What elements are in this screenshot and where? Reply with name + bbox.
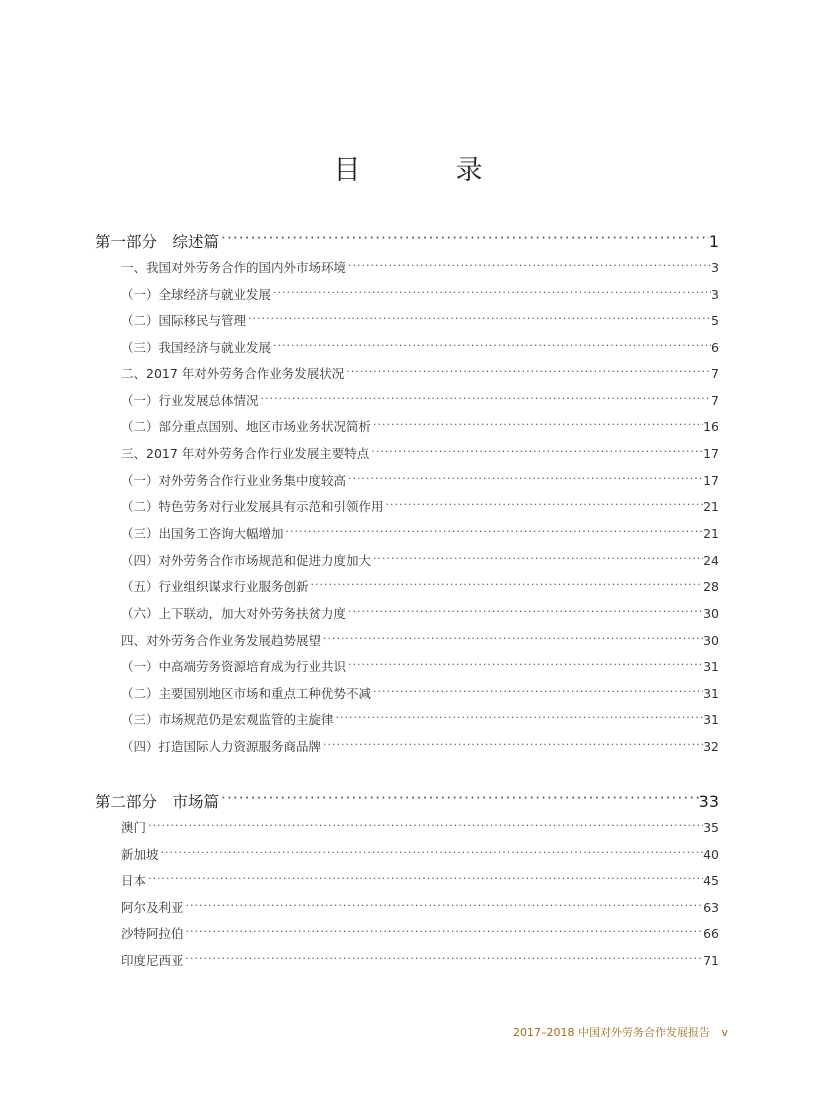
toc-entry[interactable] [121, 524, 719, 542]
leader-dots [184, 900, 704, 913]
toc-page-number: 63 [703, 900, 719, 915]
leader-dots [219, 232, 709, 248]
toc-entry-label: 澳门 [121, 820, 147, 835]
leader-dots [159, 847, 704, 860]
leader-dots [369, 446, 703, 459]
toc-entry-label: 一、我国对外劳务合作的国内外市场环境 [121, 260, 347, 275]
toc-part-label: 第二部分 市场篇 [95, 793, 220, 811]
leader-dots [371, 686, 703, 699]
toc-page-number: 31 [703, 659, 719, 674]
toc-part-label: 第一部分 综述篇 [95, 233, 220, 251]
toc-entry[interactable] [121, 951, 719, 969]
toc-entry[interactable] [121, 818, 719, 836]
toc-page-number: 32 [703, 739, 719, 754]
toc-page-number: 30 [703, 633, 719, 648]
toc-entry[interactable] [121, 631, 719, 649]
toc-page-number: 35 [703, 820, 719, 835]
toc-entry-label: 三、2017 年对外劳务合作行业发展主要特点 [121, 446, 370, 461]
toc-entry[interactable] [121, 391, 719, 409]
leader-dots [271, 287, 711, 300]
toc-entry-label: （二）部分重点国别、地区市场业务状况简析 [121, 419, 372, 434]
leader-dots [371, 419, 703, 432]
toc-page-number: 1 [708, 232, 719, 251]
leader-dots [344, 366, 711, 379]
leader-dots [309, 579, 704, 592]
leader-dots [371, 553, 703, 566]
toc-entry[interactable] [121, 444, 719, 462]
toc-entry-label: （一）行业发展总体情况 [121, 393, 259, 408]
leader-dots [219, 792, 699, 808]
toc-entry[interactable] [121, 417, 719, 435]
toc-entry-label: 新加坡 [121, 847, 159, 862]
leader-dots [259, 393, 712, 406]
toc-entry[interactable] [121, 471, 719, 489]
toc-page-number: 31 [703, 686, 719, 701]
toc-page-number: 6 [711, 340, 719, 355]
toc-entry-label: （一）全球经济与就业发展 [121, 287, 272, 302]
toc-entry[interactable] [121, 684, 719, 702]
toc-entry[interactable] [121, 845, 719, 863]
toc-entry-label: 二、2017 年对外劳务合作业务发展状况 [121, 366, 345, 381]
leader-dots [346, 260, 711, 273]
toc-page-number: 3 [711, 287, 719, 302]
toc-entry[interactable] [121, 710, 719, 728]
toc-entry-label: （四）打造国际人力资源服务商品牌 [121, 739, 322, 754]
toc-entry[interactable] [121, 924, 719, 942]
toc-part-1[interactable] [95, 230, 719, 252]
toc-entry[interactable] [121, 258, 719, 276]
toc-entry-label: 沙特阿拉伯 [121, 926, 184, 941]
toc-entry-label: （二）主要国别地区市场和重点工种优势不减 [121, 686, 372, 701]
toc-entry[interactable] [121, 364, 719, 382]
toc-entry-label: （三）我国经济与就业发展 [121, 340, 272, 355]
page-footer [513, 1024, 728, 1040]
toc-entry-label: （六）上下联动，加大对外劳务扶贫力度 [121, 606, 347, 621]
toc-page-number: 30 [703, 606, 719, 621]
toc-page-number: 45 [703, 873, 719, 888]
toc-entry[interactable] [121, 551, 719, 569]
toc-entry-label: 印度尼西亚 [121, 953, 184, 968]
toc-entry-label: 阿尔及利亚 [121, 900, 184, 915]
toc-page-number: 21 [703, 499, 719, 514]
toc-page-number: 21 [703, 526, 719, 541]
toc-page-number: 3 [711, 260, 719, 275]
leader-dots [384, 499, 704, 512]
toc-entry-label: （四）对外劳务合作市场规范和促进力度加大 [121, 553, 372, 568]
toc-page-number: 5 [711, 313, 719, 328]
toc-page-number: 16 [703, 419, 719, 434]
leader-dots [346, 659, 703, 672]
toc-entry-label: （一）对外劳务合作行业业务集中度较高 [121, 473, 347, 488]
toc-page-number: 17 [703, 473, 719, 488]
toc-entry[interactable] [121, 604, 719, 622]
leader-dots [321, 739, 703, 752]
page-title: 目 录 [333, 155, 517, 186]
toc-entry[interactable] [121, 497, 719, 515]
toc-page-number: 17 [703, 446, 719, 461]
toc-entry[interactable] [121, 577, 719, 595]
toc-page-number: 28 [703, 579, 719, 594]
toc-page-number: 7 [711, 366, 719, 381]
leader-dots [334, 712, 704, 725]
leader-dots [271, 340, 711, 353]
toc-page-number: 24 [703, 553, 719, 568]
toc-page-number: 7 [711, 393, 719, 408]
footer-page-number: v [721, 1026, 728, 1039]
toc-entry[interactable] [121, 898, 719, 916]
toc-entry[interactable] [121, 285, 719, 303]
toc-entry[interactable] [121, 338, 719, 356]
toc-page-number: 40 [703, 847, 719, 862]
toc-entry[interactable] [121, 737, 719, 755]
leader-dots [284, 526, 704, 539]
toc-entry-label: 日本 [121, 873, 147, 888]
toc-entry-label: （二）国际移民与管理 [121, 313, 247, 328]
toc-entry-label: （二）特色劳务对行业发展具有示范和引领作用 [121, 499, 384, 514]
leader-dots [184, 953, 704, 966]
leader-dots [346, 473, 703, 486]
toc-entry-label: （五）行业组织谋求行业服务创新 [121, 579, 309, 594]
toc-page-number: 66 [703, 926, 719, 941]
leader-dots [321, 633, 703, 646]
toc-page-number: 33 [698, 792, 719, 811]
footer-report-title: 2017–2018 中国对外劳务合作发展报告 [513, 1026, 710, 1039]
toc-page-number: 31 [703, 712, 719, 727]
toc-entry[interactable] [121, 871, 719, 889]
leader-dots [146, 873, 703, 886]
toc-entry[interactable] [121, 657, 719, 675]
toc-entry[interactable] [121, 311, 719, 329]
leader-dots [184, 926, 704, 939]
leader-dots [346, 606, 703, 619]
toc-entry-label: （三）市场规范仍是宏观监管的主旋律 [121, 712, 334, 727]
toc-entry-label: （一）中高端劳务资源培育成为行业共识 [121, 659, 347, 674]
toc-entry-label: （三）出国务工咨询大幅增加 [121, 526, 284, 541]
toc-part-2[interactable] [95, 790, 719, 812]
toc-entry-label: 四、对外劳务合作业务发展趋势展望 [121, 633, 322, 648]
leader-dots [146, 820, 703, 833]
leader-dots [246, 313, 711, 326]
toc-page-number: 71 [703, 953, 719, 968]
